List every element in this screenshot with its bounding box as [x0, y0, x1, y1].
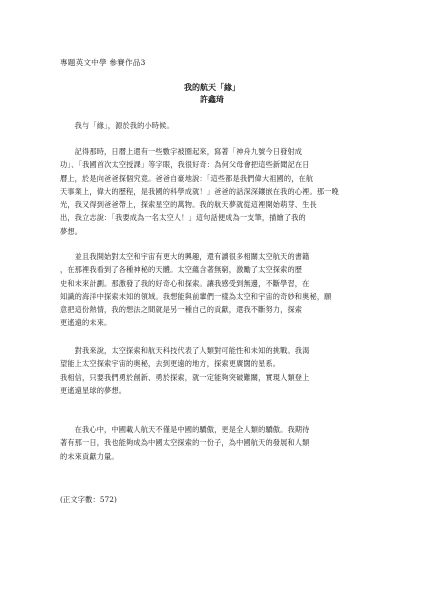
paragraph-line: 並且我開始對太空和宇宙有更大的興趣，還有讀很多相關太空航天的書籍: [60, 252, 310, 261]
paragraph-line: 更遙遠星球的夢想。: [60, 385, 127, 395]
paragraph-line: 望能上太空探索宇宙的奧秘，去到更遠的地方，探索更廣闊的星系。: [60, 359, 281, 369]
paragraph-line: 功」、「我國首次太空授課」等字眼，我很好奇：為何父母會把這些新聞記在日: [60, 160, 310, 170]
paragraph-line: 出，我立志說：「我要成為一名太空人！」這句話便成為一支筆，描繪了我的: [60, 213, 306, 223]
paragraph-line: 曆上，於是向爸爸探個究竟。爸爸自豪地說：「這些都是我們偉大祖國的，在航: [60, 173, 314, 183]
paragraph-line: 的未來貢獻力量。: [60, 451, 119, 461]
paragraph-line: 光，我又得到爸爸帶上，探索星空的萬物。我的航天夢就從這裡開始萌芽、生長: [60, 200, 317, 210]
paragraph-2: [60, 145, 360, 238]
paragraph-line: 知識的海洋中探索未知的領域。我想能與前輩們一樣為太空和宇宙的奇妙和奧秘，願: [60, 291, 332, 301]
paragraph-line: 夢想。: [60, 226, 83, 236]
paragraph-line: 我与「緣」，源於我的小時候。: [60, 121, 174, 130]
paragraph-line: 意把這份熱情，我的想法之間就是另一種自己的貢獻，還我不斷努力，探索: [60, 305, 303, 315]
paragraph-4: [60, 344, 360, 397]
paragraph-line: 記得那時，日曆上還有一些數字被圈起來，寫著「神舟九號今日發射成: [60, 147, 303, 156]
paragraph-line: 更遙遠的未來。: [60, 318, 112, 328]
paragraph-3: [60, 250, 360, 330]
word-count: (正文字數：572): [60, 495, 117, 504]
paragraph-line: 我相信，只要我們勇於創新、勇於探索，就一定能夠突破難關，實現人類登上: [60, 372, 310, 382]
paragraph-1: [60, 119, 360, 132]
paragraph-line: 對我來說，太空探索和航天科技代表了人類對可能性和未知的挑戰。我渴: [60, 346, 310, 355]
paragraph-line: ，在那裡我看到了各種神秘的天體。太空蘊含著無窮，激勵了太空探索的歷: [60, 265, 303, 275]
paragraph-5: [60, 423, 360, 463]
paragraph-line: 天事業上，偉大的歷程，是我國的科學成就！」爸爸的話深深鑲嵌在我的心裡。那一晚: [60, 186, 339, 196]
paragraph-line: 著有那一日，我也能夠成為中國太空探索的一份子，為中國航天的發展和人類: [60, 438, 310, 448]
paragraph-line: 在我心中，中國載人航天不僅是中國的驕傲，更是全人類的驕傲。我期待: [60, 425, 310, 434]
essay-title: 我的航天「緣」: [184, 82, 240, 92]
document-header: 專題英文中學 參賽作品3: [60, 58, 146, 67]
essay-author: 許鑫琦: [200, 94, 224, 104]
paragraph-line: 史和未來計劃。那激發了我的好奇心和探索。讓我感受到無邊，不斷學習，在: [60, 278, 310, 288]
